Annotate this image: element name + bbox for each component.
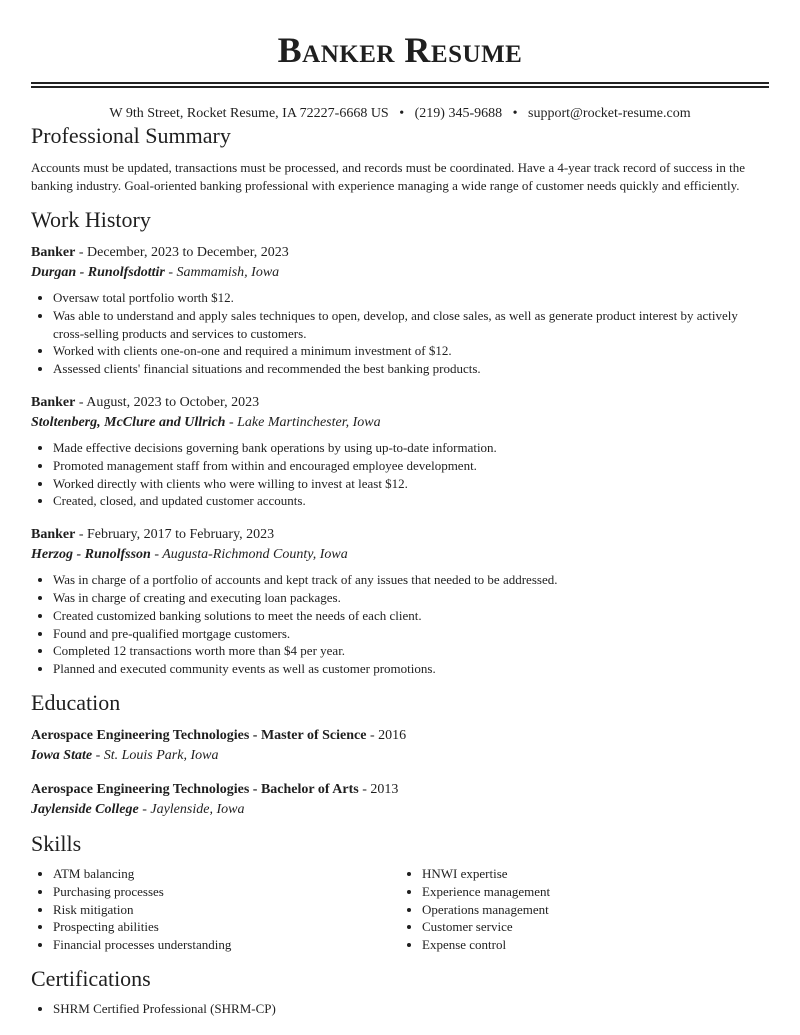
school-line [31, 801, 769, 819]
phone: (219) 345-9688 [414, 106, 503, 121]
job-bullets [31, 571, 769, 678]
list-item: • Created customized banking solutions to meet the needs of each client. [53, 607, 769, 625]
list-item: • Promoted management staff from within and encouraged employee development. [53, 457, 769, 475]
email: support@rocket-resume.com [528, 106, 691, 121]
list-item: • Was in charge of a portfolio of accounts and kept track of any issues that needed to be addressed. [53, 571, 769, 589]
list-item: • Oversaw total portfolio worth $12. [53, 289, 769, 307]
list-item: • Made effective decisions governing bank operations by using up-to-date information. [53, 439, 769, 457]
certifications-heading: Certifications [31, 965, 151, 991]
graduation-year: - 2013 [358, 781, 399, 797]
list-item: • Worked with clients one-on-one and required a minimum investment of $12. [53, 342, 769, 360]
school-location: - Jaylenside, Iowa [138, 801, 245, 817]
job-bullets [31, 289, 769, 378]
job-title-line [31, 244, 769, 262]
job-dates: - December, 2023 to December, 2023 [75, 245, 289, 260]
job-entry [31, 526, 769, 678]
list-item: • Created, closed, and updated customer accounts. [53, 492, 769, 510]
degree-line [31, 727, 769, 745]
job-title-line [31, 394, 769, 412]
job-bullets [31, 439, 769, 510]
title-divider [31, 82, 769, 88]
job-title-line [31, 526, 769, 544]
job-title: Banker [31, 245, 76, 260]
summary-text: Accounts must be updated, transactions must be processed, and records must be coordinated. Have a 4-year track record of success in the banking industry. Goal-oriented banking professional with experience managing a wide range of customer needs quickly and efficiently. [31, 160, 746, 193]
address: W 9th Street, Rocket Resume, IA 72227-6668 US [109, 106, 389, 121]
separator-dot: • [399, 106, 405, 121]
work-history-heading: Work History [31, 207, 151, 232]
summary-heading: Professional Summary [31, 123, 231, 148]
employer-name: Herzog - Runolfsson [31, 547, 151, 563]
school-name: Iowa State [31, 747, 93, 763]
contact-line [31, 105, 769, 123]
skill-item: • Expense control [422, 936, 769, 954]
employer-line [31, 264, 769, 282]
skill-item: • Customer service [422, 918, 769, 936]
graduation-year: - 2016 [366, 727, 407, 743]
skill-item: • Financial processes understanding [53, 936, 400, 954]
skill-item: • Prospecting abilities [53, 918, 400, 936]
list-item: • Was in charge of creating and executing loan packages. [53, 589, 769, 607]
job-dates: - February, 2017 to February, 2023 [75, 527, 275, 543]
employer-location: - Lake Martinchester, Iowa [225, 414, 381, 430]
degree-line [31, 781, 769, 799]
degree: Aerospace Engineering Technologies - Bachelor of Arts [31, 781, 359, 797]
skill-item: • HNWI expertise [422, 865, 769, 883]
employer-location: - Sammamish, Iowa [164, 265, 280, 280]
certification-item: • SHRM Certified Professional (SHRM-CP) [53, 1000, 769, 1018]
job-entry [31, 244, 769, 378]
list-item: • Found and pre-qualified mortgage customers. [53, 625, 769, 643]
education-heading: Education [31, 689, 121, 715]
certifications-list [31, 1000, 769, 1018]
employer-name: Durgan - Runolfsdottir [31, 265, 165, 280]
skills-column-left [31, 865, 400, 954]
skills-grid [31, 865, 769, 954]
list-item: • Worked directly with clients who were willing to invest at least $12. [53, 475, 769, 493]
skill-item: • Purchasing processes [53, 883, 400, 901]
skills-column-right [400, 865, 769, 954]
job-dates: - August, 2023 to October, 2023 [75, 394, 260, 410]
job-title: Banker [31, 394, 76, 410]
list-item: • Planned and executed community events as well as customer promotions. [53, 660, 769, 678]
resume-page [31, 0, 769, 1018]
school-name: Jaylenside College [31, 801, 139, 817]
job-entry [31, 394, 769, 510]
skill-item: • Experience management [422, 883, 769, 901]
skills-heading: Skills [31, 830, 82, 856]
list-item: • Was able to understand and apply sales techniques to open, develop, and close sales, as well as generate product interest by actively cross-selling products and services to customers. [53, 307, 769, 343]
employer-line [31, 414, 769, 432]
skill-item: • Operations management [422, 901, 769, 919]
page-title: Banker Resume [277, 30, 523, 70]
skill-item: • Risk mitigation [53, 901, 400, 919]
list-item: • Completed 12 transactions worth more than $4 per year. [53, 642, 769, 660]
school-location: - St. Louis Park, Iowa [92, 747, 219, 763]
employer-location: - Augusta-Richmond County, Iowa [150, 547, 348, 563]
education-entry [31, 781, 769, 819]
education-entry [31, 727, 769, 765]
employer-name: Stoltenberg, McClure and Ullrich [31, 414, 226, 430]
degree: Aerospace Engineering Technologies - Master of Science [31, 727, 367, 743]
school-line [31, 747, 769, 765]
list-item: • Assessed clients' financial situations and recommended the best banking products. [53, 360, 769, 378]
skill-item: • ATM balancing [53, 865, 400, 883]
separator-dot: • [512, 106, 518, 121]
employer-line [31, 546, 769, 564]
job-title: Banker [31, 527, 76, 543]
